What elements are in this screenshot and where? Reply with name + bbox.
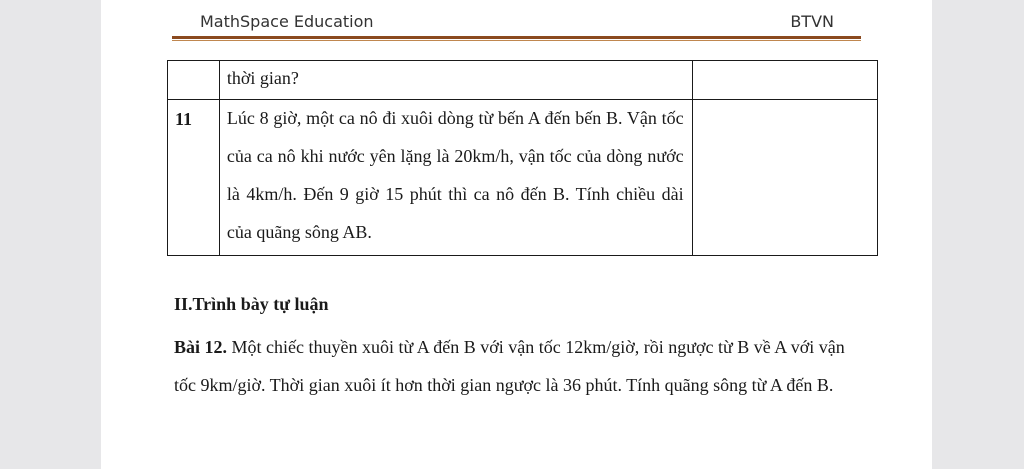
question-number: 11: [175, 109, 193, 129]
document-page: [101, 0, 932, 469]
question-text: Lúc 8 giờ, một ca nô đi xuôi dòng từ bến A đến bến B. Vận tốc của ca nô khi nước yên lặng là 20km/h, vận tốc của dòng nước là 4km/h. Đến 9 giờ 15 phút thì ca nô đến B. Tính chiều dài của quãng sông AB.: [226, 108, 684, 242]
header-rule-thin: [172, 40, 861, 41]
question-number-cell: [168, 61, 220, 100]
question-text-cell: [219, 100, 692, 256]
answer-cell: [692, 61, 877, 100]
problem-label: Bài 12.: [174, 337, 228, 357]
question-number: [168, 61, 219, 66]
problem-paragraph: [174, 328, 864, 404]
answer-cell: [692, 100, 877, 256]
section-title: II.Trình bày tự luận: [174, 294, 329, 314]
question-table: [167, 60, 878, 256]
question-number-cell: [168, 100, 220, 256]
table-row: [168, 61, 878, 100]
header-doc-tag: BTVN: [790, 12, 834, 31]
question-text-cell: [219, 61, 692, 100]
question-text: thời gian?: [226, 68, 299, 88]
problem-text: Một chiếc thuyền xuôi từ A đến B với vận tốc 12km/giờ, rồi ngược từ B về A với vận tốc 9km/giờ. Thời gian xuôi ít hơn thời gian ngược là 36 phút. Tính quãng sông từ A đến B.: [174, 337, 845, 395]
table-row: [168, 100, 878, 256]
header-rule: [172, 36, 861, 39]
header-publisher: MathSpace Education: [200, 12, 374, 31]
